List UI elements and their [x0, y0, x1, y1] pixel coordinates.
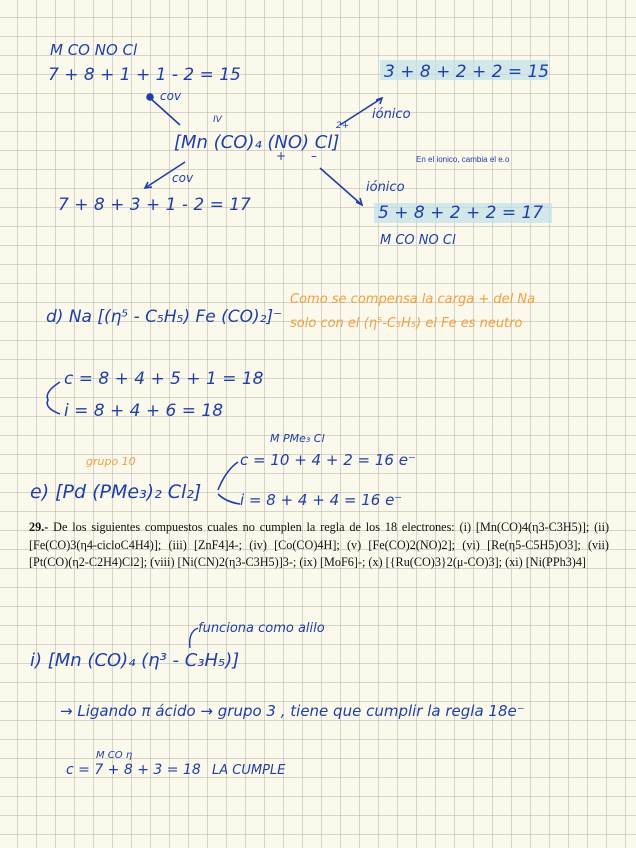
final-sum: c = 7 + 8 + 3 = 18: [66, 762, 201, 778]
orange-note-line-2: solo con el (η⁵-C₅H₅) el Fe es neutro: [290, 316, 523, 331]
cov-sum: 7 + 8 + 3 + 1 - 2 = 17: [58, 195, 251, 215]
e-formula: e) [Pd (PMe₃)₂ Cl₂]: [30, 481, 202, 503]
e-c-sum: c = 10 + 4 + 2 = 16 e⁻: [240, 451, 416, 469]
ionic-sum-2: 5 + 8 + 2 + 2 = 17: [378, 203, 544, 223]
ionic-note: En el ionico, cambia el e.o: [416, 155, 510, 164]
e-i-sum: i = 8 + 4 + 4 = 16 e⁻: [240, 491, 403, 509]
complex-main: [Mn (CO)₄ (NO) Cl]: [174, 132, 340, 153]
d-i-sum: i = 8 + 4 + 6 = 18: [64, 401, 224, 421]
i-note: funciona como alilo: [198, 621, 325, 636]
question-block: [29, 519, 609, 572]
arrow-ionic-bottom: [320, 168, 362, 205]
ox-state: IV: [213, 115, 222, 125]
question-text: De los siguientes compuestos cuales no cumplen la regla de los 18 electrones: (i) [Mn(CO)4(η3-C3H5)]; (ii) [Fe(CO)3(η4-cicloC4H4)]; (iii) [ZnF4]4-; (iv) [Co(CO)4H]; (v) [Fe(CO)2(NO)2]; (vi) [Re(η5-C5H5)O3]; (vii) [Pt(CO)(η2-C2H4)Cl2]; (viii) [Ni(CN)2(η3-C3H5)]3-; (ix) [MoF6]-; (x) [{Ru(CO)3}2(μ-CO)3]; (xi) [Ni(PPh3)4]: [29, 520, 610, 569]
ionico-label-2: iónico: [366, 180, 405, 195]
e-group-note: grupo 10: [86, 455, 136, 468]
ligand-line: → Ligando π ácido → grupo 3 , tiene que cumplir la regla 18e⁻: [60, 702, 525, 720]
orange-note-line-1: Como se compensa la carga + del Na: [290, 292, 536, 307]
ionic-sum-top: 3 + 8 + 2 + 2 = 15: [384, 62, 550, 82]
d-c-sum: c = 8 + 4 + 5 + 1 = 18: [64, 369, 264, 389]
i-formula: i) [Mn (CO)₄ (η³ - C₃H₅)]: [30, 650, 240, 671]
question-number: 29.-: [29, 520, 49, 534]
i-note-arrow: [190, 628, 198, 648]
ionic-label: iónico: [372, 107, 411, 122]
cov-bottom-label: cov: [172, 171, 194, 185]
e-labels: M PMe₃ Cl: [270, 432, 325, 445]
top-sum: 7 + 8 + 1 + 1 - 2 = 15: [48, 65, 241, 85]
top-labels: M CO NO Cl: [50, 41, 138, 59]
d-formula: d) Na [(η⁵ - C₅H₅) Fe (CO)₂]⁻: [46, 307, 283, 327]
complex-charge: 2+: [336, 121, 350, 131]
e-brace: [218, 462, 240, 504]
final-result: LA CUMPLE: [212, 763, 286, 778]
plus-sign: +: [276, 149, 287, 163]
final-labels: M CO η: [96, 750, 133, 761]
minus-sign: –: [311, 149, 317, 163]
d-brace: [47, 382, 60, 414]
cov-top-label: cov: [160, 89, 182, 103]
bottom-labels: M CO NO Cl: [380, 233, 456, 248]
